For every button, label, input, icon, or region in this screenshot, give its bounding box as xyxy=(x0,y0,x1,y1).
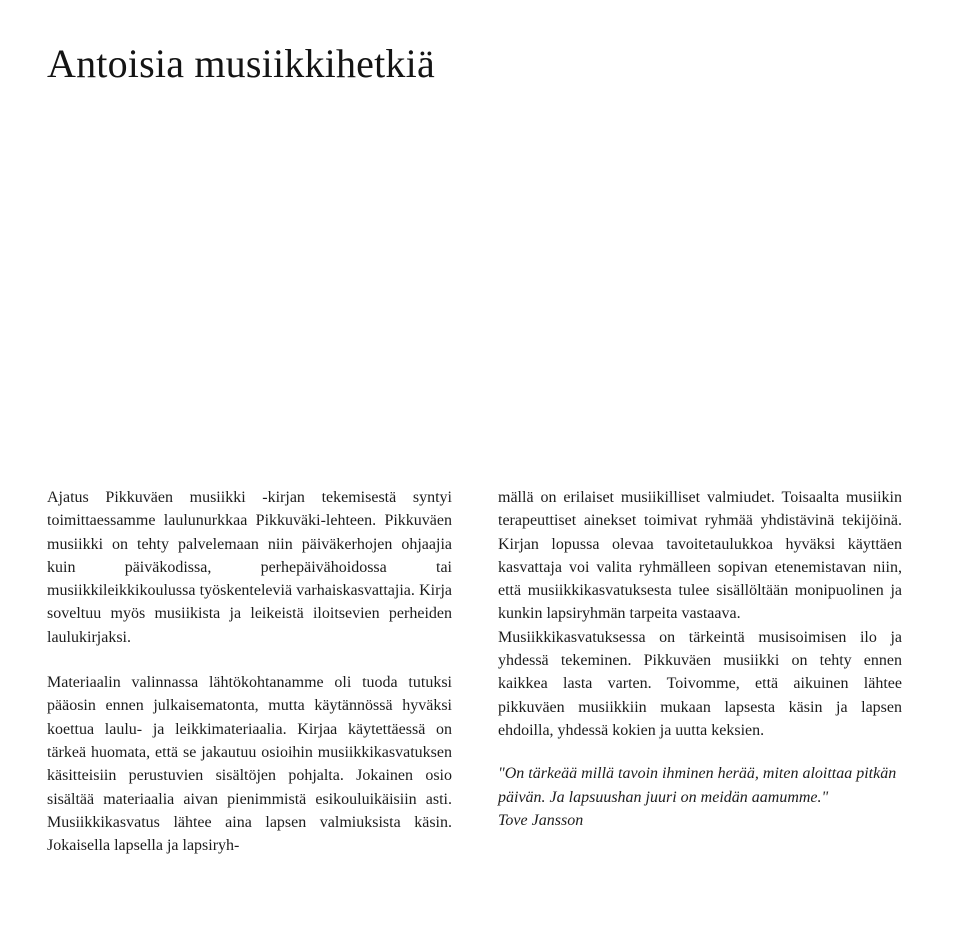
left-paragraph-1: Ajatus Pikkuväen musiikki -kirjan tekemisestä syntyi toimittaessamme laulunurkkaa Pikkuväki-lehteen. Pikkuväen musiikki on tehty palvelemaan niin päiväkerhojen ohjaajia kuin päiväkodissa, perhepäivähoidossa tai musiikkileikkikoulussa työskenteleviä varhaiskasvattajia. Kirja soveltuu myös musiikista ja leikeistä iloitsevien perheiden laulukirjaksi. xyxy=(47,489,452,646)
left-paragraph-2: Materiaalin valinnassa lähtökohtanamme oli tuoda tutuksi pääosin ennen julkaisematonta, mutta käytännössä hyväksi koettua laulu- ja leikkimateriaalia. Kirjaa käytettäessä on tärkeä huomata, että se jakautuu osioihin musiikkikasvatuksen käsitteisiin perustuvien sisältöjen pohjalta. Jokainen osio sisältää materiaalia aivan pienimmistä esikouluikäisiin asti. Musiikkikasvatus lähtee aina lapsen valmiuksista käsin. Jokaisella lapsella ja lapsiryh- xyxy=(47,674,452,855)
right-column xyxy=(498,486,902,832)
right-paragraph-2: Musiikkikasvatuksessa on tärkeintä musisoimisen ilo ja yhdessä tekeminen. Pikkuväen musiikki on tehty ennen kaikkea lasta varten. Toivomme, että aikuinen lähtee pikkuväen musiikkiin mukaan lapsesta käsin ja lapsen ehdoilla, yhdessä kokien ja uutta keksien. xyxy=(498,628,902,739)
left-column xyxy=(47,486,452,857)
right-paragraph-1: mällä on erilaiset musiikilliset valmiudet. Toisaalta musiikin terapeuttiset ainekset toimivat ryhmää yhdistävinä tekijöinä. Kirjan lopussa olevaa tavoitetaulukkoa hyväksi käyttäen kasvattaja voi valita ryhmälleen sopivan etenemistavan niin, että musiikkikasvatuksesta tulee sisällöltään monipuolinen ja kunkin lapsiryhmän tarpeita vastaava. xyxy=(498,489,902,623)
page-title: Antoisia musiikkihetkiä xyxy=(47,41,435,86)
quote-author: Tove Jansson xyxy=(498,811,584,829)
quote-text: "On tärkeää millä tavoin ihminen herää, miten aloittaa pitkän päivän. Ja lapsuushan juuri on meidän aamumme." xyxy=(498,765,897,806)
